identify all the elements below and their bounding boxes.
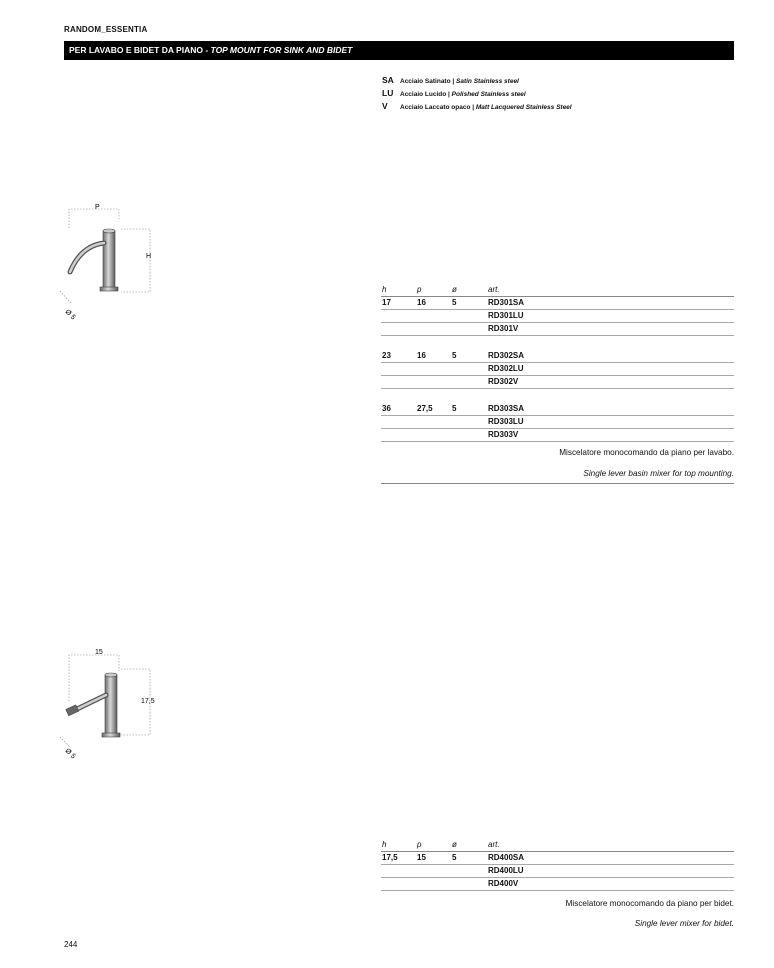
table-row (381, 297, 734, 310)
dim-p-label: 15 (95, 649, 103, 656)
header-art: art. (488, 840, 500, 849)
cell-diameter: 5 (452, 298, 457, 307)
product-description-en: Single lever mixer for bidet. (634, 919, 734, 928)
finish-en: Satin Stainless steel (456, 78, 519, 85)
cell-diameter: 5 (452, 404, 457, 413)
finish-en: Polished Stainless steel (451, 91, 526, 98)
finish-it: Acciaio Satinato | (400, 78, 456, 85)
finish-code: V (382, 101, 388, 111)
table-row (381, 376, 734, 389)
table-row (381, 323, 734, 336)
cell-p: 16 (417, 351, 426, 360)
cell-art: RD400V (488, 879, 519, 888)
page-number: 244 (64, 940, 78, 949)
header-h: h (382, 840, 387, 849)
cell-art: RD400LU (488, 866, 524, 875)
dim-h-label: 17,5 (141, 698, 155, 705)
cell-art: RD303LU (488, 417, 524, 426)
finish-it: Acciaio Laccato opaco | (400, 104, 476, 111)
cell-p: 15 (417, 853, 426, 862)
table-row (381, 350, 734, 363)
cell-diameter: 5 (452, 351, 457, 360)
header-art: art. (488, 285, 500, 294)
table-header (381, 840, 734, 852)
table-row (381, 310, 734, 323)
header-diameter: ø (452, 285, 457, 294)
basin-mixer-drawing (55, 195, 165, 325)
table-row (381, 429, 734, 442)
finish-code: SA (382, 75, 394, 85)
header-diameter: ø (452, 840, 457, 849)
cell-art: RD301SA (488, 298, 525, 307)
cell-h: 17 (382, 298, 391, 307)
finish-item (382, 87, 572, 100)
finish-en: Matt Lacquered Stainless Steel (475, 104, 572, 111)
finish-item (382, 74, 572, 87)
cell-art: RD302LU (488, 364, 524, 373)
header-p: p (417, 840, 422, 849)
finish-item (382, 100, 572, 113)
cell-art: RD303SA (488, 404, 525, 413)
section-title-bar (64, 41, 734, 60)
table-row (381, 852, 734, 865)
spec-table-basin (381, 285, 734, 484)
dim-p-label: P (95, 204, 100, 211)
product-description-en: Single lever basin mixer for top mounting. (381, 469, 734, 484)
cell-diameter: 5 (452, 853, 457, 862)
finish-legend (382, 74, 572, 113)
finish-it: Acciaio Lucido | (400, 91, 452, 98)
cell-p: 16 (417, 298, 426, 307)
dim-h-label: H (146, 253, 152, 260)
table-row (381, 416, 734, 429)
table-row (381, 403, 734, 416)
section-title-it: PER LAVABO E BIDET DA PIANO - (69, 45, 211, 55)
brand-name: RANDOM_ESSENTIA (64, 25, 148, 34)
cell-h: 36 (382, 404, 391, 413)
product-description-it: Miscelatore monocomando da piano per lavabo. (559, 448, 734, 457)
group-spacer (381, 336, 734, 350)
cell-art: RD303V (488, 430, 519, 439)
cell-art: RD301LU (488, 311, 524, 320)
dim-dia-label: Ø 5 (63, 308, 77, 322)
cell-p: 27,5 (417, 404, 433, 413)
table-row (381, 865, 734, 878)
spec-table-bidet (381, 840, 734, 928)
product-description-it: Miscelatore monocomando da piano per bidet. (565, 899, 734, 908)
table-header (381, 285, 734, 297)
cell-art: RD400SA (488, 853, 525, 862)
cell-art: RD302V (488, 377, 519, 386)
bidet-mixer-drawing (55, 645, 165, 765)
cell-art: RD302SA (488, 351, 525, 360)
section-title-en: TOP MOUNT FOR SINK AND BIDET (210, 45, 353, 55)
group-spacer (381, 389, 734, 403)
finish-code: LU (382, 88, 394, 98)
table-row (381, 363, 734, 376)
header-p: p (417, 285, 422, 294)
cell-h: 23 (382, 351, 391, 360)
dim-dia-label: Ø 5 (63, 747, 77, 761)
table-row (381, 878, 734, 891)
header-h: h (382, 285, 387, 294)
cell-h: 17,5 (382, 853, 398, 862)
cell-art: RD301V (488, 324, 519, 333)
